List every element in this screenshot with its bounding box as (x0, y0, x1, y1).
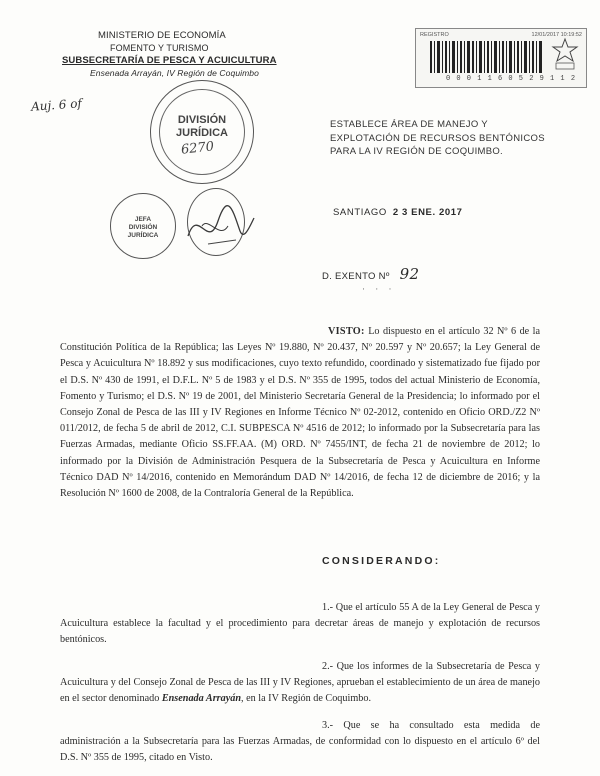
considerando-paragraph-1: 1.- Que el artículo 55 A de la Ley General de Pesca y Acuicultura establece la facultad y el procedimiento para decretar áreas de manejo y explotación de recursos bentónicos. (60, 602, 540, 646)
decree-title: ESTABLECE ÁREA DE MANEJO Y EXPLOTACIÓN DE RECURSOS BENTÓNICOS PARA LA IV REGIÓN DE COQUIMBO. (330, 119, 545, 157)
division-juridica-stamp (150, 80, 254, 184)
visto-paragraph (60, 324, 540, 502)
registry-barcode-box (415, 28, 587, 88)
decree-label: D. EXENTO Nº (322, 271, 390, 282)
place-city: SANTIAGO (333, 207, 387, 218)
decree-date: 2 3 ENE. 2017 (392, 207, 463, 218)
stamp-jefa-line2: DIVISIÓN (128, 224, 158, 231)
stamp-division-line2: JURÍDICA (176, 127, 228, 139)
paragraph-2-post: , en la IV Región de Coquimbo. (241, 693, 371, 705)
considerando-paragraph-3: 3.- Que se ha consultado esta medida de administración a la Subsecretaría para las Fuerzas Armadas, de conformidad con lo dispuesto en el artículo 6º del D.S. Nº 355 de 1995, citado en Visto. (60, 720, 540, 764)
stamp-jefa-line3: JURÍDICA (127, 232, 159, 239)
barcode-icon (430, 41, 542, 73)
stamp-division-number: 6270 (180, 139, 215, 158)
jefa-division-stamp (110, 193, 176, 259)
place-date (333, 207, 463, 218)
header-subsecretaria: SUBSECRETARÍA DE PESCA Y ACUICULTURA (62, 55, 277, 66)
considerando-heading: CONSIDERANDO: (322, 555, 441, 567)
handwritten-note: Auj. 6 of (30, 96, 83, 114)
decree-number: 92 (399, 265, 420, 283)
header-ministry: MINISTERIO DE ECONOMÍA (98, 30, 226, 41)
decree-number-line (322, 265, 419, 283)
signature-icon (178, 196, 258, 256)
paragraph-2-pre: 2.- Que los informes de la Subsecretaría de Pesca y Acuicultura y del Consejo Zonal de Pesca de las III y IV Regiones, aprueban el establecimiento de un área de manejo en el sector denominado (60, 661, 540, 705)
stamp-jefa-line1: JEFA (134, 216, 152, 223)
barcode-date: 12/01/2017 10:19:52 (531, 32, 582, 38)
chile-coat-of-arms-icon (550, 37, 580, 73)
barcode-number: 0 0 0 1 1 6 0 5 2 9 1 1 2 (446, 75, 577, 83)
header-region: Ensenada Arrayán, IV Región de Coquimbo (90, 68, 259, 78)
paragraph-2-place: Ensenada Arrayán (161, 693, 242, 705)
decree-dots: · · · (362, 284, 396, 294)
stamp-jefa-text (111, 216, 175, 240)
barcode-header: REGISTRO (420, 32, 449, 38)
considerando-paragraph-2 (60, 659, 540, 708)
header-foment: FOMENTO Y TURISMO (110, 43, 209, 53)
stamp-division-line1: DIVISIÓN (177, 114, 227, 126)
visto-text: Lo dispuesto en el artículo 32 Nº 6 de la Constitución Política de la República; las Leyes Nº 19.880, Nº 20.437, Nº 20.597 y Nº 20.657; la Ley General de Pesca y Acuicultura Nº 18.892 y sus modificaciones, cuyo texto refundido, coordinado y sistematizado fue fijado por el D.S. Nº 430 de 1991, el D.F.L. Nº 5 de 1983 y el D.S. Nº 355 de 1995, todos del actual Ministerio de Economía, Fomento y Turismo; el D.S. Nº 19 de 2001, del Ministerio Secretaría General de la Presidencia; lo informado por el Consejo Zonal de Pesca de las III y IV Regiones en Informe Técnico Nº 02-2012, contenido en Oficio ORD./Z2 Nº 011/2012, de fecha 5 de abril de 2012, C.I. SUBPESCA Nº 4516 de 2012; lo informado por la Subsecretaría para las Fuerzas Armadas, mediante Oficio SS.FF.AA. (M) ORD. Nº 7455/INT, de fecha 21 de noviembre de 2012; lo informado por la División de Administración Pesquera de la Subsecretaría de Pesca y Acuicultura en Informe Técnico DAD Nº 14/2016, contenido en Memorándum DAD Nº 14/2016, de fecha 12 de diciembre de 2016; y la Resolución Nº 1600 de 2008, de la Contraloría General de la República. (60, 326, 541, 500)
visto-lead: VISTO: (328, 326, 365, 337)
